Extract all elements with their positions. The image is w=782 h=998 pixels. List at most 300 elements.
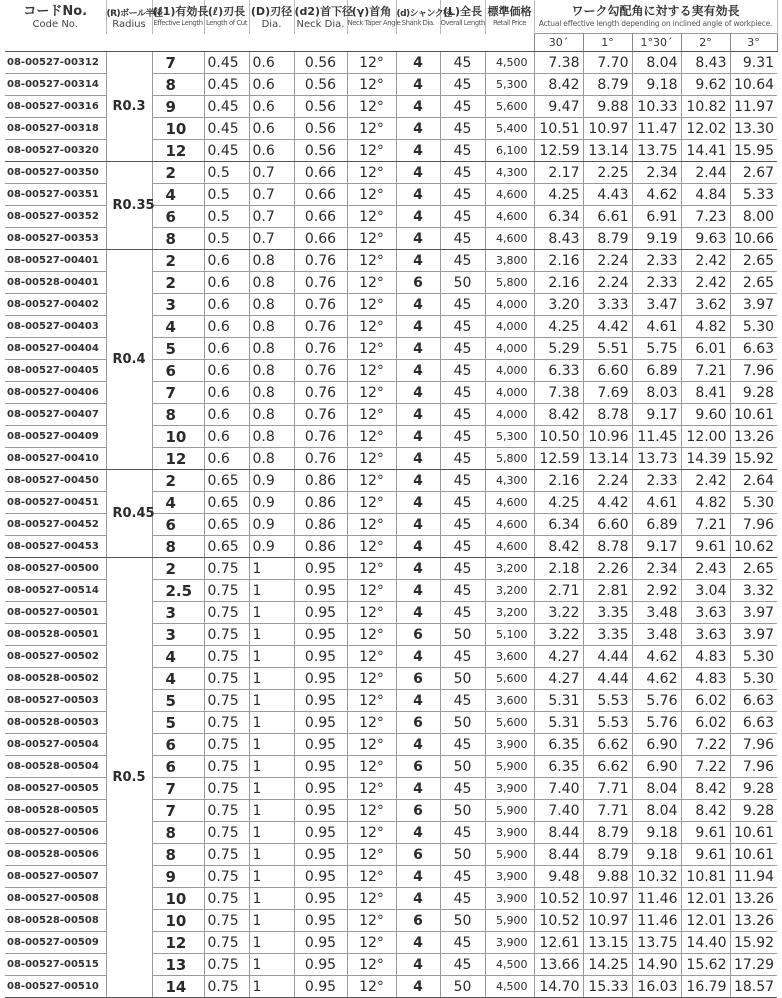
code-cell: 08-00528-00501 <box>5 624 106 646</box>
actual-length-cell: 11.97 <box>730 96 777 118</box>
actual-length-cell: 2.65 <box>730 250 777 272</box>
actual-length-cell: 16.03 <box>632 976 681 998</box>
neck-dia-cell: 0.66 <box>294 206 347 228</box>
code-cell: 08-00527-00501 <box>5 602 106 624</box>
neck-dia-cell: 0.76 <box>294 404 347 426</box>
shank-dia-cell: 4 <box>396 536 440 558</box>
effective-length-cell: 14 <box>152 976 204 998</box>
dia-cell: 0.6 <box>249 96 294 118</box>
actual-length-cell: 10.97 <box>583 888 632 910</box>
effective-length-cell: 7 <box>152 52 204 74</box>
shank-dia-cell: 4 <box>396 448 440 470</box>
actual-length-cell: 8.44 <box>534 822 583 844</box>
dia-cell: 0.8 <box>249 404 294 426</box>
actual-length-cell: 4.82 <box>681 316 730 338</box>
actual-length-cell: 5.29 <box>534 338 583 360</box>
actual-length-cell: 9.18 <box>632 74 681 96</box>
length-of-cut-cell: 0.75 <box>204 646 249 668</box>
header-neck-dia-jp: (d2)首下径 <box>294 0 347 19</box>
actual-length-cell: 4.25 <box>534 492 583 514</box>
shank-dia-cell: 4 <box>396 426 440 448</box>
price-cell: 4,600 <box>485 536 534 558</box>
table-header <box>5 0 777 52</box>
price-cell: 4,600 <box>485 184 534 206</box>
actual-length-cell: 4.62 <box>632 184 681 206</box>
actual-length-cell: 4.27 <box>534 646 583 668</box>
actual-length-cell: 10.50 <box>534 426 583 448</box>
actual-length-cell: 11.45 <box>632 426 681 448</box>
price-cell: 3,900 <box>485 822 534 844</box>
price-cell: 6,100 <box>485 140 534 162</box>
neck-taper-cell: 12° <box>347 624 396 646</box>
shank-dia-cell: 4 <box>396 140 440 162</box>
actual-length-cell: 9.19 <box>632 228 681 250</box>
length-of-cut-cell: 0.6 <box>204 360 249 382</box>
effective-length-cell: 2 <box>152 470 204 492</box>
overall-length-cell: 45 <box>440 514 485 536</box>
code-cell: 08-00527-00403 <box>5 316 106 338</box>
neck-dia-cell: 0.95 <box>294 800 347 822</box>
actual-length-cell: 2.42 <box>681 470 730 492</box>
actual-length-cell: 13.75 <box>632 140 681 162</box>
neck-taper-cell: 12° <box>347 646 396 668</box>
neck-dia-cell: 0.95 <box>294 580 347 602</box>
neck-dia-cell: 0.95 <box>294 734 347 756</box>
actual-length-cell: 4.62 <box>632 646 681 668</box>
code-cell: 08-00527-00505 <box>5 778 106 800</box>
actual-length-cell: 11.94 <box>730 866 777 888</box>
actual-length-cell: 2.71 <box>534 580 583 602</box>
overall-length-cell: 45 <box>440 162 485 184</box>
actual-length-cell: 9.62 <box>681 74 730 96</box>
neck-taper-cell: 12° <box>347 822 396 844</box>
length-of-cut-cell: 0.65 <box>204 492 249 514</box>
actual-length-cell: 5.51 <box>583 338 632 360</box>
actual-length-cell: 7.96 <box>730 756 777 778</box>
effective-length-cell: 2 <box>152 162 204 184</box>
actual-length-cell: 13.14 <box>583 140 632 162</box>
overall-length-cell: 45 <box>440 866 485 888</box>
length-of-cut-cell: 0.5 <box>204 162 249 184</box>
actual-length-cell: 8.04 <box>632 800 681 822</box>
actual-length-cell: 3.47 <box>632 294 681 316</box>
code-cell: 08-00527-00503 <box>5 690 106 712</box>
actual-length-cell: 5.31 <box>534 690 583 712</box>
neck-taper-cell: 12° <box>347 514 396 536</box>
actual-length-cell: 2.81 <box>583 580 632 602</box>
actual-length-cell: 11.46 <box>632 910 681 932</box>
effective-length-cell: 8 <box>152 844 204 866</box>
price-cell: 3,900 <box>485 866 534 888</box>
effective-length-cell: 12 <box>152 932 204 954</box>
actual-length-cell: 14.39 <box>681 448 730 470</box>
length-of-cut-cell: 0.6 <box>204 382 249 404</box>
actual-length-cell: 9.31 <box>730 52 777 74</box>
code-cell: 08-00527-00452 <box>5 514 106 536</box>
actual-length-cell: 8.44 <box>534 844 583 866</box>
actual-length-cell: 5.53 <box>583 690 632 712</box>
code-cell: 08-00527-00410 <box>5 448 106 470</box>
price-cell: 4,000 <box>485 404 534 426</box>
dia-cell: 0.8 <box>249 272 294 294</box>
dia-cell: 1 <box>249 910 294 932</box>
header-radius-en: Radius <box>106 19 152 34</box>
shank-dia-cell: 4 <box>396 74 440 96</box>
actual-length-cell: 5.75 <box>632 338 681 360</box>
code-cell: 08-00527-00312 <box>5 52 106 74</box>
price-cell: 5,600 <box>485 712 534 734</box>
header-angle-1deg: 1° <box>583 34 632 52</box>
actual-length-cell: 9.88 <box>583 866 632 888</box>
overall-length-cell: 45 <box>440 382 485 404</box>
dia-cell: 1 <box>249 932 294 954</box>
overall-length-cell: 45 <box>440 338 485 360</box>
actual-length-cell: 4.62 <box>632 668 681 690</box>
shank-dia-cell: 4 <box>396 382 440 404</box>
dia-cell: 1 <box>249 888 294 910</box>
neck-dia-cell: 0.56 <box>294 118 347 140</box>
actual-length-cell: 8.03 <box>632 382 681 404</box>
effective-length-cell: 5 <box>152 338 204 360</box>
dia-cell: 0.7 <box>249 228 294 250</box>
actual-length-cell: 6.63 <box>730 338 777 360</box>
code-cell: 08-00527-00316 <box>5 96 106 118</box>
length-of-cut-cell: 0.65 <box>204 470 249 492</box>
overall-length-cell: 45 <box>440 954 485 976</box>
effective-length-cell: 8 <box>152 536 204 558</box>
length-of-cut-cell: 0.5 <box>204 206 249 228</box>
neck-taper-cell: 12° <box>347 954 396 976</box>
effective-length-cell: 10 <box>152 426 204 448</box>
dia-cell: 0.6 <box>249 118 294 140</box>
shank-dia-cell: 4 <box>396 316 440 338</box>
overall-length-cell: 45 <box>440 932 485 954</box>
header-price-en: Retail Price <box>485 19 534 34</box>
actual-length-cell: 2.24 <box>583 470 632 492</box>
actual-length-cell: 2.25 <box>583 162 632 184</box>
neck-dia-cell: 0.56 <box>294 52 347 74</box>
actual-length-cell: 11.47 <box>632 118 681 140</box>
actual-length-cell: 8.00 <box>730 206 777 228</box>
neck-dia-cell: 0.95 <box>294 844 347 866</box>
shank-dia-cell: 4 <box>396 492 440 514</box>
actual-length-cell: 7.38 <box>534 382 583 404</box>
actual-length-cell: 7.96 <box>730 514 777 536</box>
neck-taper-cell: 12° <box>347 360 396 382</box>
actual-length-cell: 4.42 <box>583 492 632 514</box>
price-cell: 5,900 <box>485 800 534 822</box>
effective-length-cell: 4 <box>152 492 204 514</box>
radius-cell: R0.5 <box>106 558 152 998</box>
actual-length-cell: 12.61 <box>534 932 583 954</box>
effective-length-cell: 8 <box>152 822 204 844</box>
shank-dia-cell: 6 <box>396 272 440 294</box>
actual-length-cell: 14.40 <box>681 932 730 954</box>
table-row <box>5 250 777 272</box>
actual-length-cell: 7.71 <box>583 800 632 822</box>
actual-length-cell: 3.63 <box>681 602 730 624</box>
code-cell: 08-00527-00351 <box>5 184 106 206</box>
neck-taper-cell: 12° <box>347 316 396 338</box>
dia-cell: 1 <box>249 558 294 580</box>
neck-taper-cell: 12° <box>347 294 396 316</box>
price-cell: 3,900 <box>485 888 534 910</box>
overall-length-cell: 45 <box>440 228 485 250</box>
actual-length-cell: 8.79 <box>583 822 632 844</box>
header-angle-2deg: 2° <box>681 34 730 52</box>
code-cell: 08-00527-00510 <box>5 976 106 998</box>
neck-dia-cell: 0.95 <box>294 976 347 998</box>
actual-length-cell: 5.30 <box>730 316 777 338</box>
shank-dia-cell: 4 <box>396 338 440 360</box>
neck-taper-cell: 12° <box>347 866 396 888</box>
table-row <box>5 470 777 492</box>
actual-length-cell: 10.82 <box>681 96 730 118</box>
price-cell: 4,500 <box>485 976 534 998</box>
actual-length-cell: 5.76 <box>632 712 681 734</box>
shank-dia-cell: 4 <box>396 580 440 602</box>
neck-dia-cell: 0.76 <box>294 426 347 448</box>
effective-length-cell: 5 <box>152 690 204 712</box>
actual-length-cell: 8.43 <box>534 228 583 250</box>
effective-length-cell: 4 <box>152 316 204 338</box>
neck-dia-cell: 0.76 <box>294 272 347 294</box>
dia-cell: 0.8 <box>249 426 294 448</box>
length-of-cut-cell: 0.75 <box>204 580 249 602</box>
actual-length-cell: 5.30 <box>730 492 777 514</box>
actual-length-cell: 13.73 <box>632 448 681 470</box>
price-cell: 4,000 <box>485 294 534 316</box>
length-of-cut-cell: 0.75 <box>204 976 249 998</box>
price-cell: 3,600 <box>485 690 534 712</box>
actual-length-cell: 8.04 <box>632 52 681 74</box>
header-length-of-cut-en: Length of Cut <box>204 19 249 34</box>
neck-dia-cell: 0.95 <box>294 668 347 690</box>
code-cell: 08-00527-00407 <box>5 404 106 426</box>
code-cell: 08-00527-00509 <box>5 932 106 954</box>
actual-length-cell: 3.35 <box>583 624 632 646</box>
length-of-cut-cell: 0.6 <box>204 294 249 316</box>
actual-length-cell: 7.40 <box>534 800 583 822</box>
price-cell: 3,900 <box>485 778 534 800</box>
length-of-cut-cell: 0.45 <box>204 140 249 162</box>
effective-length-cell: 4 <box>152 646 204 668</box>
overall-length-cell: 45 <box>440 404 485 426</box>
actual-length-cell: 5.76 <box>632 690 681 712</box>
neck-dia-cell: 0.76 <box>294 448 347 470</box>
neck-taper-cell: 12° <box>347 844 396 866</box>
actual-length-cell: 9.61 <box>681 536 730 558</box>
actual-length-cell: 4.44 <box>583 668 632 690</box>
overall-length-cell: 50 <box>440 976 485 998</box>
actual-length-cell: 5.30 <box>730 646 777 668</box>
neck-dia-cell: 0.76 <box>294 250 347 272</box>
actual-length-cell: 3.97 <box>730 602 777 624</box>
actual-length-cell: 3.33 <box>583 294 632 316</box>
overall-length-cell: 45 <box>440 602 485 624</box>
shank-dia-cell: 4 <box>396 602 440 624</box>
dia-cell: 0.7 <box>249 162 294 184</box>
code-cell: 08-00527-00453 <box>5 536 106 558</box>
dia-cell: 0.7 <box>249 184 294 206</box>
actual-length-cell: 8.04 <box>632 778 681 800</box>
actual-length-cell: 6.01 <box>681 338 730 360</box>
spec-table <box>5 0 778 998</box>
effective-length-cell: 9 <box>152 866 204 888</box>
header-effective-length-en: Effective Length <box>152 19 204 34</box>
actual-length-cell: 14.90 <box>632 954 681 976</box>
overall-length-cell: 45 <box>440 294 485 316</box>
dia-cell: 0.9 <box>249 514 294 536</box>
dia-cell: 1 <box>249 646 294 668</box>
shank-dia-cell: 4 <box>396 294 440 316</box>
price-cell: 4,000 <box>485 316 534 338</box>
actual-length-cell: 7.70 <box>583 52 632 74</box>
neck-dia-cell: 0.86 <box>294 470 347 492</box>
actual-length-cell: 10.32 <box>632 866 681 888</box>
actual-length-cell: 2.34 <box>632 558 681 580</box>
actual-length-cell: 5.53 <box>583 712 632 734</box>
code-cell: 08-00527-00353 <box>5 228 106 250</box>
length-of-cut-cell: 0.45 <box>204 52 249 74</box>
actual-length-cell: 12.01 <box>681 910 730 932</box>
price-cell: 3,900 <box>485 734 534 756</box>
actual-length-cell: 10.61 <box>730 404 777 426</box>
price-cell: 5,900 <box>485 910 534 932</box>
neck-dia-cell: 0.86 <box>294 536 347 558</box>
actual-length-cell: 7.22 <box>681 756 730 778</box>
code-cell: 08-00527-00502 <box>5 646 106 668</box>
shank-dia-cell: 4 <box>396 690 440 712</box>
code-cell: 08-00527-00514 <box>5 580 106 602</box>
effective-length-cell: 2.5 <box>152 580 204 602</box>
actual-length-cell: 13.75 <box>632 932 681 954</box>
shank-dia-cell: 4 <box>396 888 440 910</box>
price-cell: 5,600 <box>485 96 534 118</box>
radius-cell: R0.45 <box>106 470 152 558</box>
code-cell: 08-00527-00409 <box>5 426 106 448</box>
actual-length-cell: 14.41 <box>681 140 730 162</box>
code-cell: 08-00527-00506 <box>5 822 106 844</box>
shank-dia-cell: 6 <box>396 800 440 822</box>
dia-cell: 1 <box>249 580 294 602</box>
actual-length-cell: 9.88 <box>583 96 632 118</box>
price-cell: 4,600 <box>485 206 534 228</box>
actual-length-cell: 15.33 <box>583 976 632 998</box>
header-length-of-cut-jp: (ℓ)刃長 <box>204 0 249 19</box>
overall-length-cell: 45 <box>440 558 485 580</box>
dia-cell: 1 <box>249 602 294 624</box>
neck-dia-cell: 0.56 <box>294 96 347 118</box>
neck-taper-cell: 12° <box>347 778 396 800</box>
dia-cell: 1 <box>249 954 294 976</box>
actual-length-cell: 3.97 <box>730 624 777 646</box>
length-of-cut-cell: 0.75 <box>204 690 249 712</box>
neck-taper-cell: 12° <box>347 140 396 162</box>
neck-taper-cell: 12° <box>347 580 396 602</box>
actual-length-cell: 4.84 <box>681 184 730 206</box>
neck-dia-cell: 0.76 <box>294 338 347 360</box>
actual-length-cell: 5.33 <box>730 184 777 206</box>
actual-length-cell: 15.92 <box>730 448 777 470</box>
dia-cell: 1 <box>249 690 294 712</box>
dia-cell: 0.8 <box>249 250 294 272</box>
actual-length-cell: 18.57 <box>730 976 777 998</box>
neck-taper-cell: 12° <box>347 228 396 250</box>
actual-length-cell: 6.33 <box>534 360 583 382</box>
actual-length-cell: 4.25 <box>534 316 583 338</box>
shank-dia-cell: 6 <box>396 756 440 778</box>
actual-length-cell: 17.29 <box>730 954 777 976</box>
neck-dia-cell: 0.95 <box>294 888 347 910</box>
dia-cell: 0.6 <box>249 52 294 74</box>
neck-taper-cell: 12° <box>347 272 396 294</box>
price-cell: 4,500 <box>485 52 534 74</box>
actual-length-cell: 8.42 <box>681 800 730 822</box>
overall-length-cell: 45 <box>440 118 485 140</box>
length-of-cut-cell: 0.75 <box>204 932 249 954</box>
neck-dia-cell: 0.95 <box>294 954 347 976</box>
shank-dia-cell: 4 <box>396 822 440 844</box>
neck-dia-cell: 0.76 <box>294 360 347 382</box>
actual-length-cell: 6.89 <box>632 514 681 536</box>
neck-taper-cell: 12° <box>347 558 396 580</box>
overall-length-cell: 50 <box>440 800 485 822</box>
neck-dia-cell: 0.95 <box>294 866 347 888</box>
actual-length-cell: 9.17 <box>632 404 681 426</box>
actual-length-cell: 4.43 <box>583 184 632 206</box>
code-cell: 08-00528-00504 <box>5 756 106 778</box>
actual-length-cell: 15.92 <box>730 932 777 954</box>
header-angle-1deg30min: 1°30´ <box>632 34 681 52</box>
header-overall-length-en: Overall Length <box>440 19 485 34</box>
actual-length-cell: 2.16 <box>534 470 583 492</box>
actual-length-cell: 14.70 <box>534 976 583 998</box>
dia-cell: 1 <box>249 976 294 998</box>
dia-cell: 0.8 <box>249 360 294 382</box>
actual-length-cell: 7.22 <box>681 734 730 756</box>
length-of-cut-cell: 0.75 <box>204 866 249 888</box>
radius-cell: R0.35 <box>106 162 152 250</box>
actual-length-cell: 10.97 <box>583 118 632 140</box>
effective-length-cell: 6 <box>152 360 204 382</box>
actual-length-cell: 2.26 <box>583 558 632 580</box>
price-cell: 4,000 <box>485 338 534 360</box>
dia-cell: 1 <box>249 624 294 646</box>
actual-length-cell: 12.00 <box>681 426 730 448</box>
shank-dia-cell: 6 <box>396 624 440 646</box>
actual-length-cell: 13.26 <box>730 426 777 448</box>
actual-length-cell: 6.63 <box>730 712 777 734</box>
actual-length-cell: 4.82 <box>681 492 730 514</box>
actual-length-cell: 2.44 <box>681 162 730 184</box>
code-cell: 08-00527-00404 <box>5 338 106 360</box>
price-cell: 3,200 <box>485 580 534 602</box>
actual-length-cell: 2.24 <box>583 250 632 272</box>
effective-length-cell: 9 <box>152 96 204 118</box>
actual-length-cell: 2.33 <box>632 250 681 272</box>
actual-length-cell: 2.33 <box>632 470 681 492</box>
neck-dia-cell: 0.76 <box>294 294 347 316</box>
actual-length-cell: 9.61 <box>681 822 730 844</box>
shank-dia-cell: 4 <box>396 734 440 756</box>
price-cell: 5,600 <box>485 668 534 690</box>
code-cell: 08-00527-00320 <box>5 140 106 162</box>
shank-dia-cell: 4 <box>396 558 440 580</box>
shank-dia-cell: 4 <box>396 360 440 382</box>
actual-length-cell: 8.42 <box>534 536 583 558</box>
actual-length-cell: 6.63 <box>730 690 777 712</box>
